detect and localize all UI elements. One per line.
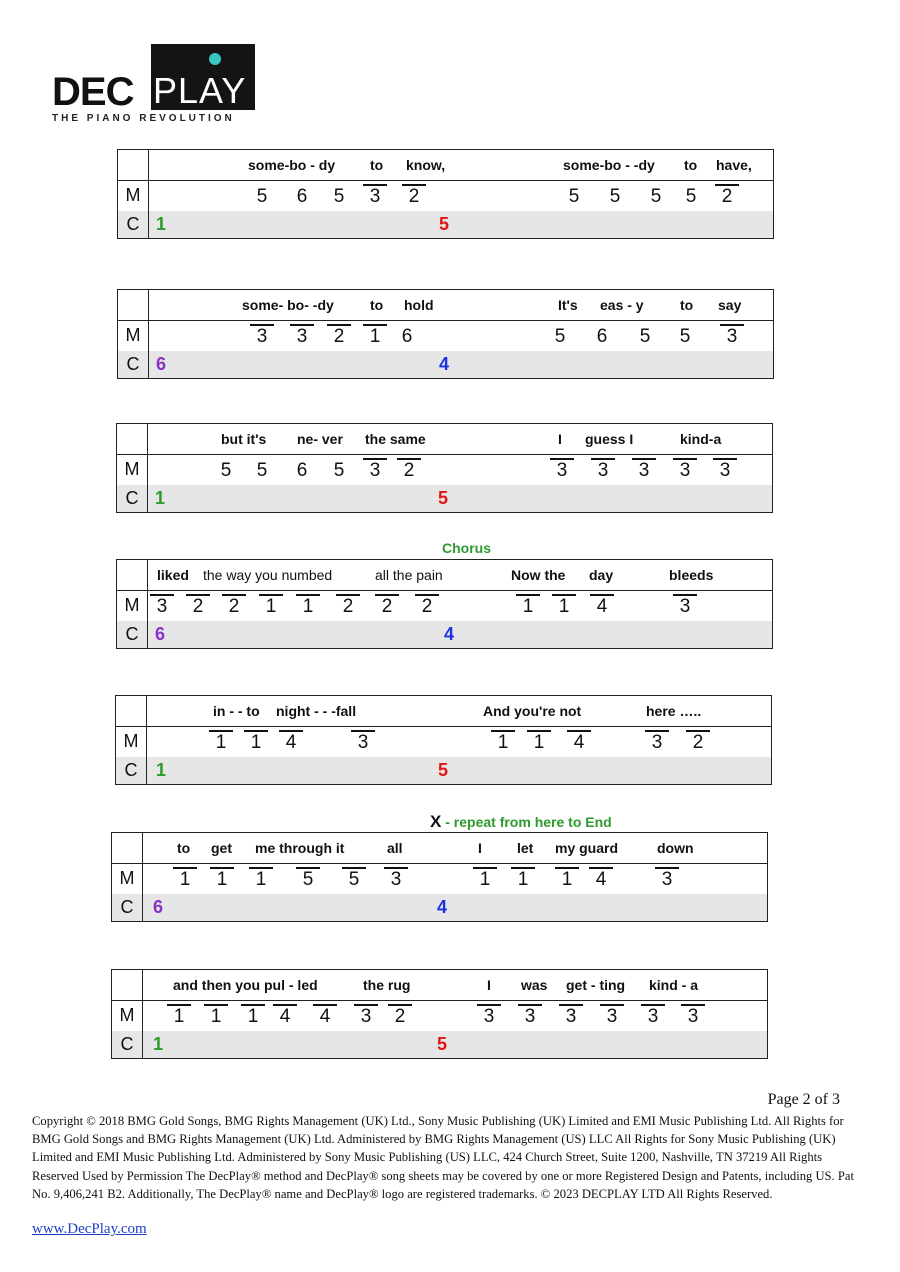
lyric: kind-a xyxy=(680,431,722,447)
lyric: some-bo - -dy xyxy=(563,157,655,173)
decplay-website-link[interactable]: www.DecPlay.com xyxy=(32,1221,147,1237)
lyric: all xyxy=(387,840,403,856)
logo-play-text: PLAY xyxy=(153,70,247,111)
stave-6 xyxy=(111,832,768,922)
note: 6 xyxy=(296,186,308,207)
note: 5 xyxy=(220,460,232,481)
note: 3 xyxy=(603,1006,621,1028)
note: 5 xyxy=(639,326,651,347)
note: 3 xyxy=(648,732,666,754)
lyric: Now the xyxy=(511,567,566,583)
note: 3 xyxy=(387,869,405,891)
page-number: Page 2 of 3 xyxy=(767,1091,840,1108)
note: 1 xyxy=(519,596,537,618)
note: 1 xyxy=(530,732,548,754)
note: 5 xyxy=(609,186,621,207)
note: 3 xyxy=(716,460,734,482)
lyric: I xyxy=(558,431,562,447)
chord-5: 5 xyxy=(438,488,449,508)
melody-label: M xyxy=(117,454,148,485)
lyric: say xyxy=(718,297,742,313)
note: 1 xyxy=(213,869,231,891)
note: 5 xyxy=(256,460,268,481)
note: 5 xyxy=(554,326,566,347)
chord-1: 1 xyxy=(155,488,166,508)
lyric: know, xyxy=(406,157,446,173)
note: 1 xyxy=(555,596,573,618)
note: 6 xyxy=(401,326,413,347)
chord-6: 6 xyxy=(153,897,164,917)
note: 2 xyxy=(189,596,207,618)
lyric: hold xyxy=(404,297,434,313)
melody-label: M xyxy=(118,180,149,211)
note: 1 xyxy=(247,732,265,754)
lyric: get xyxy=(211,840,232,856)
lyric: And you're not xyxy=(483,703,582,719)
lyric: to xyxy=(370,157,384,173)
note: 3 xyxy=(658,869,676,891)
lyric: night - - -fall xyxy=(276,703,357,719)
lyric: my guard xyxy=(555,840,619,856)
decplay-logo xyxy=(52,44,262,128)
melody-label: M xyxy=(112,1000,143,1031)
lyric: the same xyxy=(365,431,426,447)
note: 2 xyxy=(378,596,396,618)
note: 2 xyxy=(718,186,736,208)
repeat-x-label: X xyxy=(430,812,442,831)
lyric: me through it xyxy=(255,840,345,856)
melody-label: M xyxy=(118,320,149,351)
note: 4 xyxy=(276,1006,294,1028)
chord-label: C xyxy=(112,1031,143,1058)
note: 5 xyxy=(333,186,345,207)
note: 1 xyxy=(494,732,512,754)
note: 3 xyxy=(521,1006,539,1028)
note: 3 xyxy=(594,460,612,482)
lyric: but it's xyxy=(221,431,267,447)
lyric: to xyxy=(680,297,694,313)
note: 3 xyxy=(480,1006,498,1028)
lyric: in - - to xyxy=(213,703,260,719)
chord-1: 1 xyxy=(156,214,167,234)
note: 5 xyxy=(685,186,697,207)
chord-6: 6 xyxy=(155,624,166,644)
stave-4 xyxy=(116,559,773,649)
lyric: day xyxy=(589,567,614,583)
lyric: and then you pul - led xyxy=(173,977,318,993)
note: 3 xyxy=(357,1006,375,1028)
note: 1 xyxy=(299,596,317,618)
note: 2 xyxy=(689,732,707,754)
note: 5 xyxy=(679,326,691,347)
note: 5 xyxy=(256,186,268,207)
note: 2 xyxy=(391,1006,409,1028)
repeat-marker xyxy=(430,812,612,832)
note: 2 xyxy=(405,186,423,208)
note: 4 xyxy=(570,732,588,754)
note: 3 xyxy=(253,326,271,348)
melody-label: M xyxy=(112,863,143,894)
melody-label: M xyxy=(116,726,147,757)
repeat-text: - repeat from here to End xyxy=(441,814,612,830)
note: 2 xyxy=(400,460,418,482)
note: 1 xyxy=(176,869,194,891)
note: 3 xyxy=(354,732,372,754)
note: 1 xyxy=(170,1006,188,1028)
note: 1 xyxy=(244,1006,262,1028)
copyright-text: Copyright © 2018 BMG Gold Songs, BMG Rights Management (UK) Ltd., Sony Music Publishing (UK) Limited and EMI Music Publishing Ltd. All Rights for BMG Gold Songs and BMG Rights Management (UK) Ltd. Administered by BMG Rights Management (US) LLC All Rights for Sony Music Publishing (UK) Limited and EMI Music Publishing Ltd. Administered by Sony Music Publishing (US) LLC, 424 Church Street, Suite 1200, Nashville, TN 37219 All Rights Reserved Used by Permission The DecPlay® method and DecPlay® song sheets may be covered by one or more Registered Design and Patents, including US. Pat No. 9,406,241 B2. Additionally, The DecPlay® name and DecPlay® logo are registered trademarks. © 2023 DECPLAY LTD All Rights Reserved. xyxy=(32,1114,854,1201)
chord-5: 5 xyxy=(439,214,450,234)
lyric: here ….. xyxy=(646,703,702,719)
chord-4: 4 xyxy=(437,897,448,917)
lyric: liked xyxy=(157,567,189,583)
note: 5 xyxy=(568,186,580,207)
chord-label: C xyxy=(117,485,148,512)
melody-label: M xyxy=(117,590,148,621)
note: 3 xyxy=(635,460,653,482)
note: 2 xyxy=(330,326,348,348)
note: 2 xyxy=(418,596,436,618)
note: 3 xyxy=(293,326,311,348)
lyric: kind - a xyxy=(649,977,699,993)
lyric: I xyxy=(478,840,482,856)
note: 1 xyxy=(262,596,280,618)
lyric: have, xyxy=(716,157,752,173)
melody-row xyxy=(118,180,773,212)
note: 2 xyxy=(339,596,357,618)
chorus-label: Chorus xyxy=(442,540,491,556)
chord-5: 5 xyxy=(437,1034,448,1054)
note: 5 xyxy=(650,186,662,207)
stave-5 xyxy=(115,695,772,785)
stave-7 xyxy=(111,969,768,1059)
note: 4 xyxy=(592,869,610,891)
note: 1 xyxy=(207,1006,225,1028)
lyric: some- bo- -dy xyxy=(242,297,334,313)
logo-tagline: THE PIANO REVOLUTION xyxy=(52,113,235,124)
lyric: to xyxy=(177,840,191,856)
chord-1: 1 xyxy=(153,1034,164,1054)
lyric: eas - y xyxy=(600,297,644,313)
chord-label: C xyxy=(112,894,143,921)
note: 3 xyxy=(366,460,384,482)
lyric: to xyxy=(370,297,384,313)
note: 3 xyxy=(553,460,571,482)
chord-6: 6 xyxy=(156,354,167,374)
note: 1 xyxy=(212,732,230,754)
chord-1: 1 xyxy=(156,760,167,780)
note: 3 xyxy=(723,326,741,348)
chord-label: C xyxy=(118,211,149,238)
note: 3 xyxy=(153,596,171,618)
note: 3 xyxy=(366,186,384,208)
chord-4: 4 xyxy=(439,354,450,374)
note: 1 xyxy=(366,326,384,348)
lyrics-row xyxy=(118,150,773,181)
logo-play-box xyxy=(151,44,255,110)
note: 6 xyxy=(596,326,608,347)
note: 2 xyxy=(225,596,243,618)
note: 3 xyxy=(562,1006,580,1028)
lyric: let xyxy=(517,840,534,856)
chord-label: C xyxy=(116,757,147,784)
note: 3 xyxy=(676,596,694,618)
chord-5: 5 xyxy=(438,760,449,780)
lyric: the way you numbed xyxy=(203,567,333,583)
note: 3 xyxy=(684,1006,702,1028)
chord-4: 4 xyxy=(444,624,455,644)
note: 1 xyxy=(558,869,576,891)
note: 1 xyxy=(514,869,532,891)
lyric: bleeds xyxy=(669,567,714,583)
note: 3 xyxy=(644,1006,662,1028)
note: 3 xyxy=(676,460,694,482)
lyric: I xyxy=(487,977,491,993)
stave-3 xyxy=(116,423,773,513)
lyric: get - ting xyxy=(566,977,626,993)
lyric: guess I xyxy=(585,431,634,447)
note: 4 xyxy=(593,596,611,618)
note: 1 xyxy=(252,869,270,891)
logo-dec-text: DEC xyxy=(52,70,134,114)
note: 5 xyxy=(299,869,317,891)
lyric: all the pain xyxy=(375,567,443,583)
note: 4 xyxy=(316,1006,334,1028)
lyric: the rug xyxy=(363,977,411,993)
stave-1 xyxy=(117,149,774,239)
note: 5 xyxy=(333,460,345,481)
lyric: to xyxy=(684,157,698,173)
note: 5 xyxy=(345,869,363,891)
lyric: some-bo - dy xyxy=(248,157,336,173)
lyric: was xyxy=(521,977,548,993)
stave-2 xyxy=(117,289,774,379)
note: 1 xyxy=(476,869,494,891)
chord-label: C xyxy=(118,351,149,378)
note: 4 xyxy=(282,732,300,754)
lyric: down xyxy=(657,840,694,856)
logo-dot-icon xyxy=(209,53,221,65)
lyric: It's xyxy=(558,297,578,313)
chord-label: C xyxy=(117,621,148,648)
note: 6 xyxy=(296,460,308,481)
lyric: ne- ver xyxy=(297,431,343,447)
